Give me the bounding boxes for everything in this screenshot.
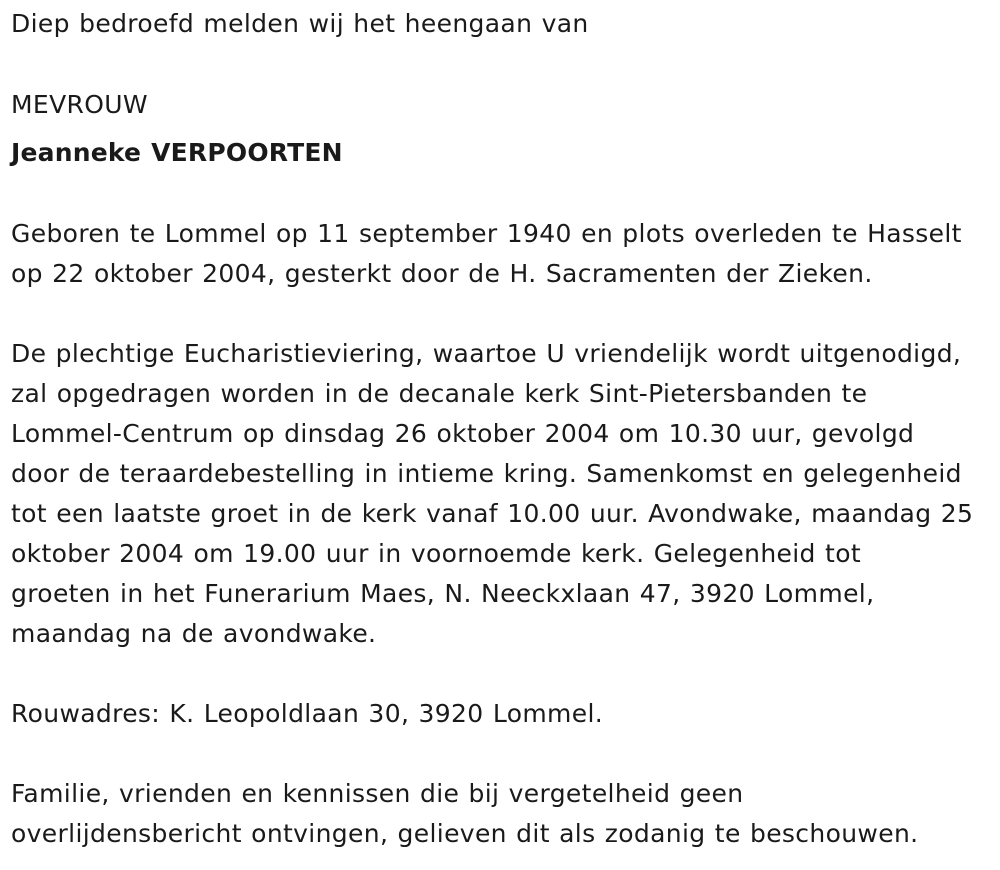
ceremony-line: De plechtige Eucharistieviering, waartoe U vriendelijk wordt uitgenodigd, — [11, 339, 962, 368]
closing-line: Familie, vrienden en kennissen die bij vergetelheid geen — [11, 779, 744, 808]
ceremony-line: groeten in het Funerarium Maes, N. Neeckxlaan 47, 3920 Lommel, — [11, 579, 875, 608]
birth-line: Geboren te Lommel op 11 september 1940 en plots overleden te Hasselt — [11, 219, 962, 248]
ceremony-line: maandag na de avondwake. — [11, 619, 377, 648]
ceremony-line: zal opgedragen worden in de decanale kerk Sint-Pietersbanden te — [11, 379, 868, 408]
deceased-name: Jeanneke VERPOORTEN — [11, 138, 343, 167]
ceremony-line: Lommel-Centrum op dinsdag 26 oktober 2004 om 10.30 uur, gevolgd — [11, 419, 915, 448]
closing-line: overlijdensbericht ontvingen, gelieven dit als zodanig te beschouwen. — [11, 819, 919, 848]
ceremony-line: oktober 2004 om 19.00 uur in voornoemde kerk. Gelegenheid tot — [11, 539, 862, 568]
birth-line: op 22 oktober 2004, gesterkt door de H. Sacramenten der Zieken. — [11, 259, 873, 288]
mourning-address: Rouwadres: K. Leopoldlaan 30, 3920 Lommel. — [11, 699, 604, 728]
ceremony-line: door de teraardebestelling in intieme kring. Samenkomst en gelegenheid — [11, 459, 962, 488]
ceremony-line: tot een laatste groet in de kerk vanaf 10.00 uur. Avondwake, maandag 25 — [11, 499, 974, 528]
salutation: MEVROUW — [11, 90, 148, 119]
intro-text: Diep bedroefd melden wij het heengaan van — [11, 9, 589, 38]
